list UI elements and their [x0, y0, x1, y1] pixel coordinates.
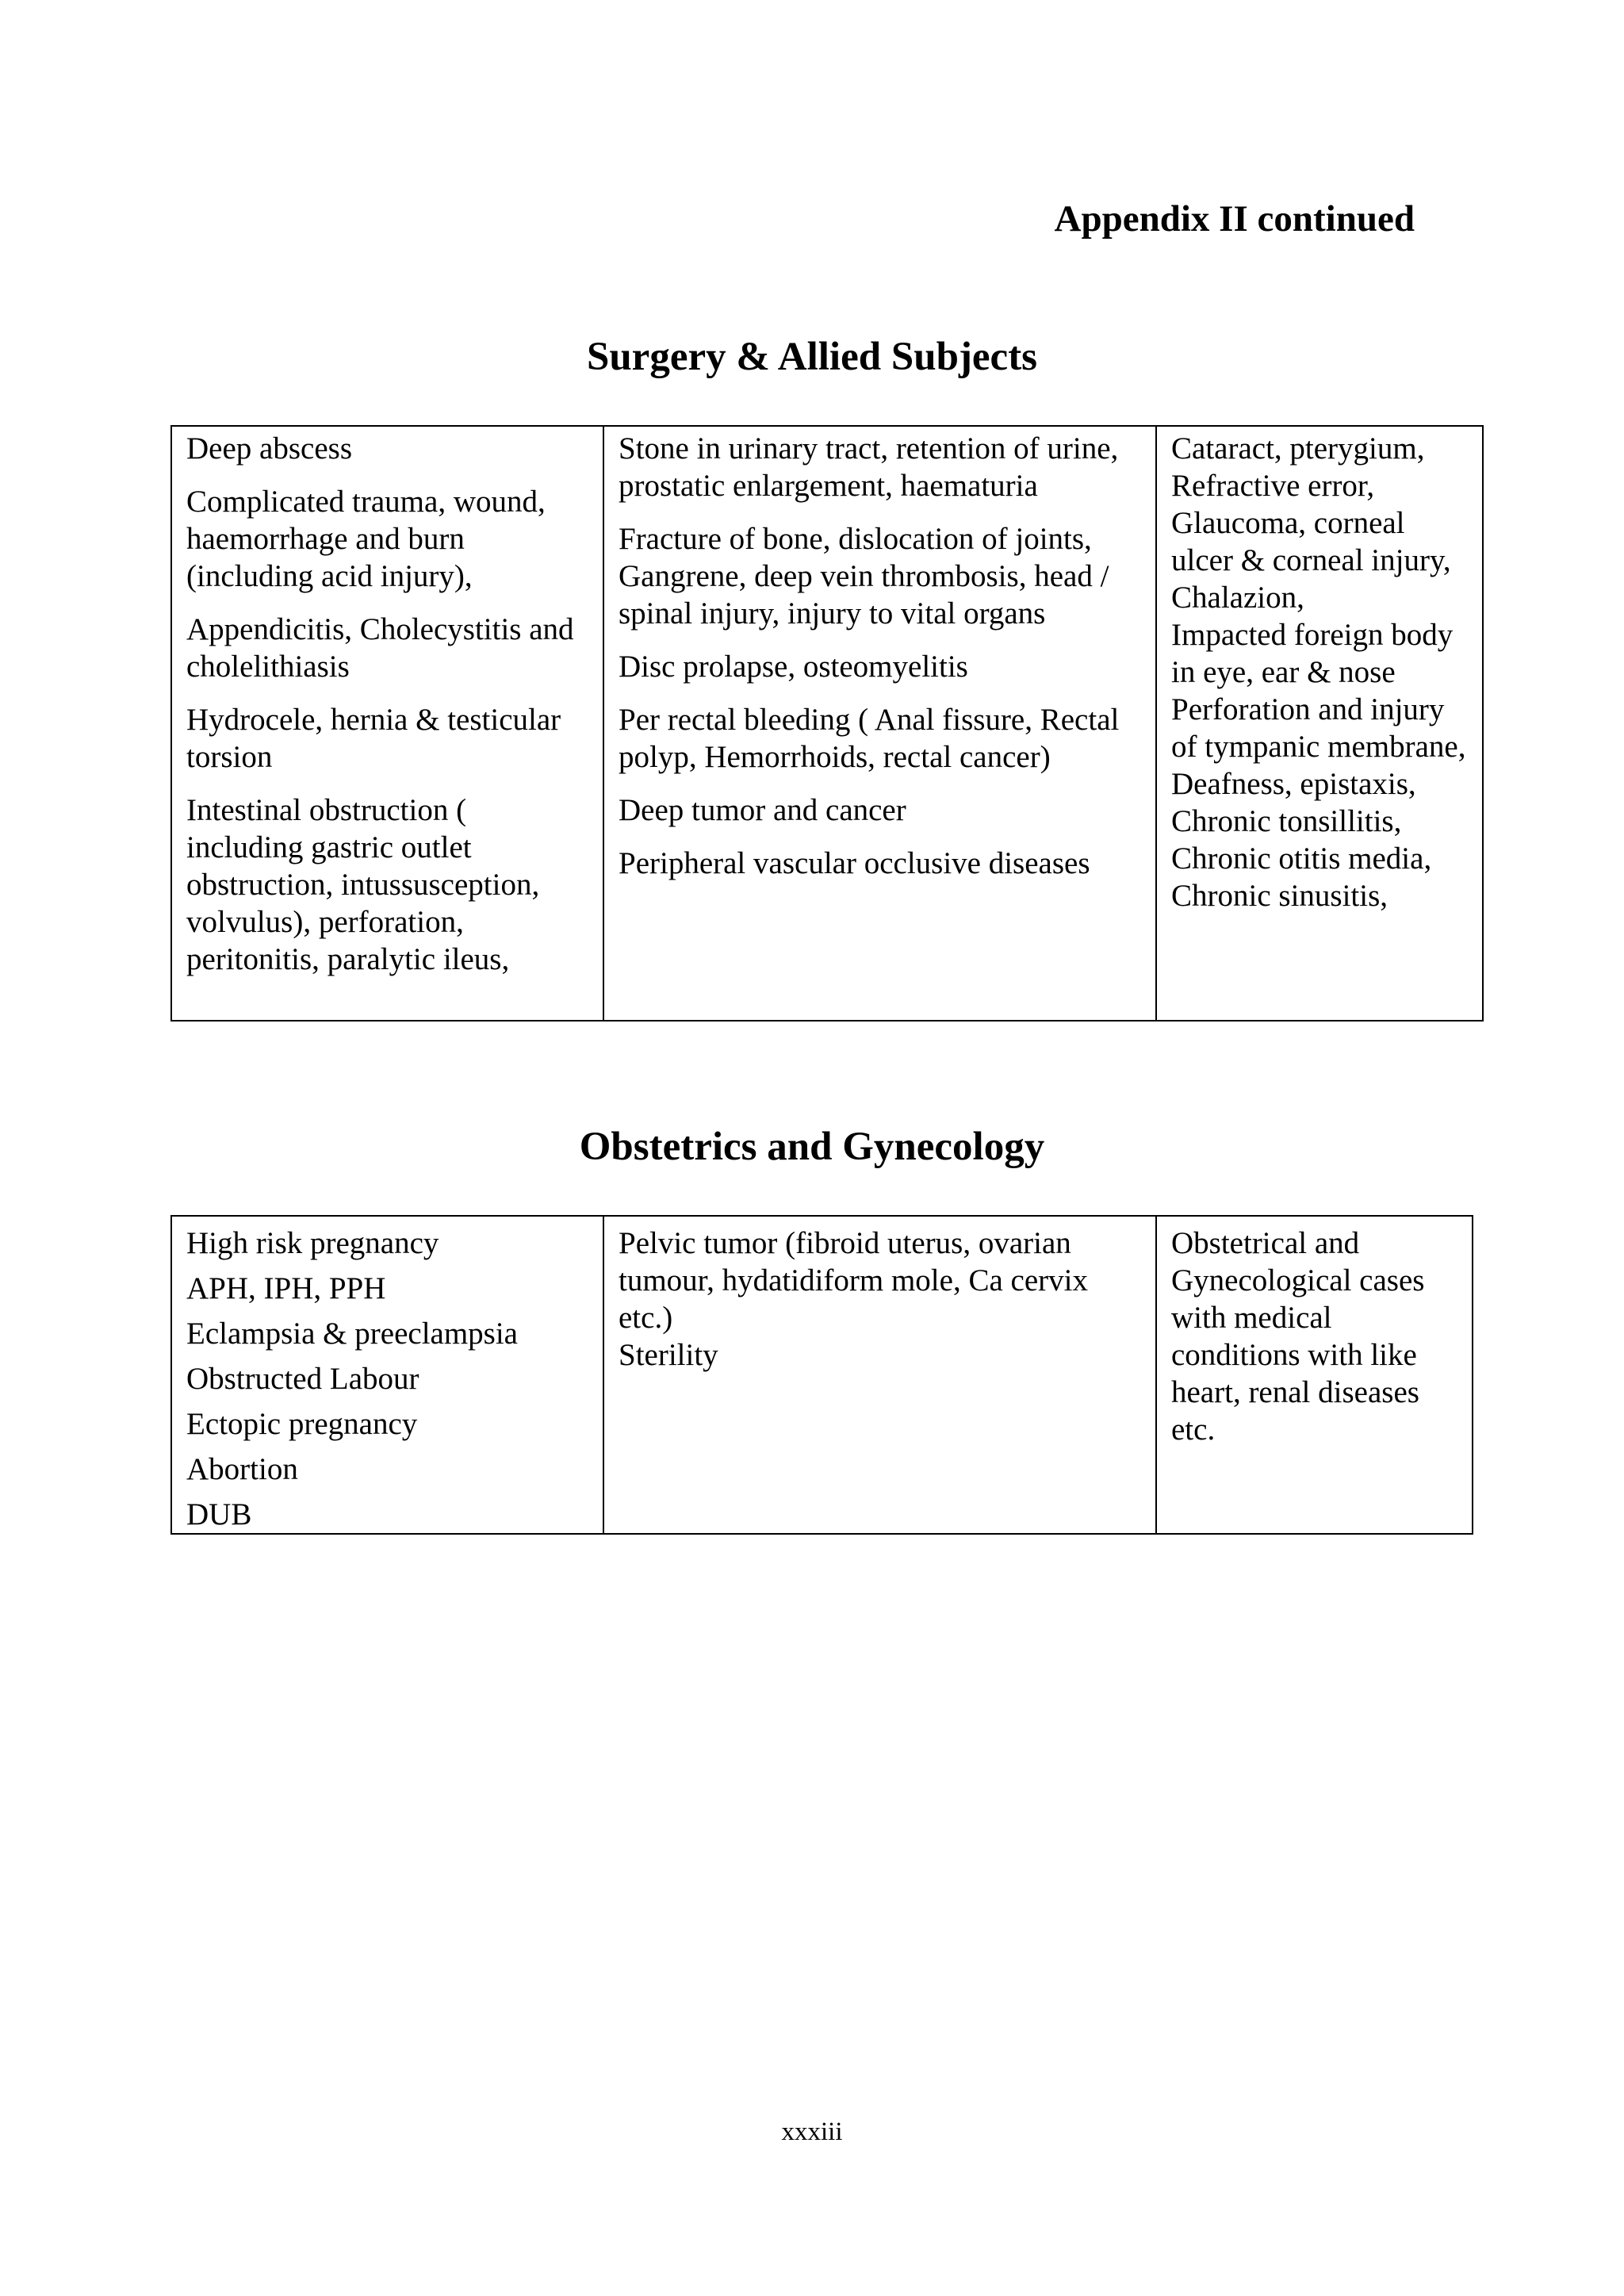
list-item: Complicated trauma, wound, haemorrhage and burn (including acid injury),: [186, 485, 546, 593]
list-item: Per rectal bleeding ( Anal fissure, Rectal polyp, Hemorrhoids, rectal cancer): [619, 703, 1120, 774]
surgery-column-uro-ortho: [603, 426, 1156, 1021]
list-item: Obstetrical and Gynecological cases with medical conditions with like heart, renal diseases etc.: [1171, 1226, 1425, 1447]
list-item: Sterility: [619, 1338, 718, 1372]
page-number: xxxiii: [781, 2118, 843, 2146]
list-item: Cataract, pterygium,: [1171, 431, 1425, 466]
list-item: Chronic sinusitis,: [1171, 879, 1388, 913]
list-item: Perforation and injury of tympanic membrane,: [1171, 692, 1466, 764]
list-item: Intestinal obstruction ( including gastric outlet obstruction, intussusception, volvulus), perforation, peritonitis, paralytic ileus,: [186, 793, 540, 976]
obgyn-table: [170, 1215, 1473, 1535]
list-item: Obstructed Labour: [186, 1362, 419, 1396]
list-item: Deep abscess: [186, 431, 352, 466]
obgyn-column-obstetric: [171, 1216, 603, 1534]
list-item: Ectopic pregnancy: [186, 1407, 418, 1441]
table-row: [171, 426, 1483, 1021]
list-item: Deep tumor and cancer: [619, 793, 906, 827]
list-item: Eclampsia & preeclampsia: [186, 1317, 518, 1351]
list-item: Abortion: [186, 1452, 298, 1486]
section-title-surgery: Surgery & Allied Subjects: [586, 335, 1038, 379]
list-item: Glaucoma, corneal ulcer & corneal injury,: [1171, 506, 1451, 577]
obgyn-column-gynecologic: [603, 1216, 1156, 1534]
list-item: Disc prolapse, osteomyelitis: [619, 650, 968, 684]
obgyn-column-medical: [1156, 1216, 1473, 1534]
list-item: Fracture of bone, dislocation of joints, Gangrene, deep vein thrombosis, head / spinal injury, injury to vital organs: [619, 522, 1109, 631]
list-item: Stone in urinary tract, retention of urine, prostatic enlargement, haematuria: [619, 431, 1119, 503]
list-item: DUB: [186, 1497, 252, 1531]
list-item: Chalazion,: [1171, 581, 1304, 615]
section-title-obgyn: Obstetrics and Gynecology: [579, 1125, 1045, 1169]
list-item: High risk pregnancy: [186, 1226, 439, 1260]
list-item: APH, IPH, PPH: [186, 1271, 386, 1305]
appendix-label: Appendix II continued: [1054, 198, 1415, 240]
surgery-column-eye-ent: [1156, 426, 1483, 1021]
surgery-table: [170, 425, 1484, 1022]
list-item: Pelvic tumor (fibroid uterus, ovarian tumour, hydatidiform mole, Ca cervix etc.): [619, 1226, 1088, 1335]
list-item: Hydrocele, hernia & testicular torsion: [186, 703, 561, 774]
list-item: Peripheral vascular occlusive diseases: [619, 846, 1090, 880]
surgery-column-general: [171, 426, 603, 1021]
list-item: Appendicitis, Cholecystitis and cholelithiasis: [186, 612, 574, 684]
list-item: Chronic tonsillitis,: [1171, 804, 1402, 838]
list-item: Chronic otitis media,: [1171, 841, 1432, 876]
table-row: [171, 1216, 1473, 1534]
list-item: Impacted foreign body in eye, ear & nose: [1171, 618, 1454, 689]
list-item: Refractive error,: [1171, 469, 1375, 503]
list-item: Deafness, epistaxis,: [1171, 767, 1416, 801]
